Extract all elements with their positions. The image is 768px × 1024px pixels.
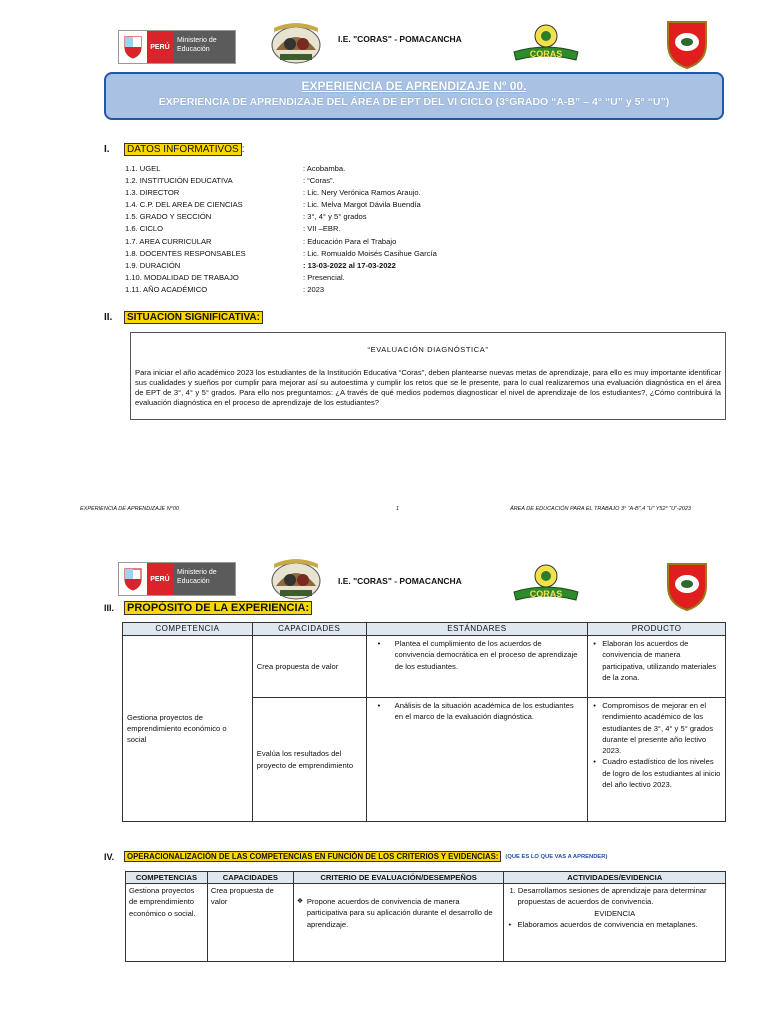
proposito-table — [122, 622, 726, 822]
datos-row — [125, 236, 437, 248]
section-3-title: PROPÓSITO DE LA EXPERIENCIA: — [124, 601, 312, 615]
datos-value: : Presencial. — [303, 272, 345, 282]
ministerio-label: Ministerio de Educación — [173, 563, 235, 595]
section-4-note: (QUE ES LO QUE VAS A APRENDER) — [505, 853, 608, 860]
estandares-cell — [366, 636, 588, 698]
section-4-heading — [104, 851, 607, 862]
school-crest-icon — [662, 18, 712, 70]
datos-label: 1.5. GRADO Y SECCIÓN — [125, 212, 212, 222]
capacidad-text: Crea propuesta de valor — [256, 661, 339, 671]
section-4-title: OPERACIONALIZACIÓN DE LAS COMPETENCIAS EN FUNCIÓN DE LOS CRITERIOS Y EVIDENCIAS: — [124, 851, 501, 862]
criterio-cell — [293, 884, 504, 962]
datos-value: : Acobamba. — [303, 164, 346, 173]
situacion-text: Para iniciar el año académico 2023 los estudiantes de la Institución Educativa “Coras”, deben plantearse nuevas metas de aprendizaje, para ello es muy importante identificar sus cualidades y sueños por cumplir para mejorar así su autoestima y cumplir los retos que se le presente, para lo cual realizaremos una evaluación diagnóstica en el área de EPT de 3°, 4° y 5° grados. Para ello nos preguntamos: ¿A través de qué medios podemos diagnosticar el nivel de aprendizaje de los estudiantes?, ¿Cómo contribuirá la evaluación diagnóstica en el proceso de aprendizaje de los estudiantes? — [135, 368, 721, 407]
table-row — [123, 636, 726, 698]
datos-value: : 13-03-2022 al 17-03-2022 — [303, 260, 396, 270]
th-producto: PRODUCTO — [588, 623, 726, 636]
datos-label: 1.9. DURACIÓN — [125, 260, 181, 270]
th-estandares: ESTÁNDARES — [366, 623, 588, 636]
operacionalizacion-table — [125, 871, 726, 962]
section-1-title: DATOS INFORMATIVOS — [124, 143, 242, 156]
competencia-cell — [123, 636, 253, 822]
producto-item: • Cuadro estadístico de los niveles de logro de los estudiantes al inicio del año lectivo 2023. — [592, 756, 721, 790]
datos-row — [125, 272, 437, 284]
th-criterio: CRITERIO DE EVALUACIÓN/DESEMPEÑOS — [293, 872, 504, 884]
experience-banner — [104, 72, 724, 120]
actividad-text: 1. Desarrollamos sesiones de aprendizaje para determinar propuestas de acuerdos de convivencia. — [509, 886, 707, 907]
datos-value: : Lic. Nery Verónica Ramos Araujo. — [303, 188, 421, 198]
section-2-number: II. — [104, 312, 113, 323]
datos-row — [125, 199, 437, 211]
datos-label: 1.3. DIRECTOR — [125, 188, 180, 198]
section-4-number: IV. — [104, 851, 115, 862]
ugel-logo-icon — [270, 20, 322, 64]
datos-row — [125, 223, 437, 235]
datos-row — [125, 187, 437, 199]
minedu-logo — [118, 562, 236, 596]
datos-informativos-list — [125, 163, 437, 296]
datos-row — [125, 211, 437, 223]
producto-cell — [588, 636, 726, 698]
school-crest-icon — [662, 560, 712, 612]
producto-item: • Compromisos de mejorar en el rendimiento académico de los estudiantes de 3°, 4° y 5° grados durante el presente año lectivo 2023. — [592, 700, 721, 756]
table-row — [126, 884, 726, 962]
svg-text:CORAS: CORAS — [529, 589, 563, 599]
datos-label: 1.1. UGEL — [125, 164, 161, 173]
situacion-box-title: “EVALUACIÓN DIAGNÓSTICA” — [367, 345, 489, 354]
evidencia-item: • Elaboramos acuerdos de convivencia en metaplanes. — [507, 919, 722, 930]
table-header-row — [126, 872, 726, 884]
minedu-logo — [118, 30, 236, 64]
banner-title: EXPERIENCIA DE APRENDIZAJE Nº 00. — [301, 79, 527, 93]
section-3-heading — [104, 601, 312, 615]
banner-subtitle: EXPERIENCIA DE APRENDIZAJE DEL ÁREA DE EPT DEL VI CICLO (3°GRADO “A-B” – 4° “U” y 5° “U”) — [158, 96, 670, 108]
footer-page-number: 1 — [396, 506, 400, 512]
producto-item: • Elaboran los acuerdos de convivencia de manera participativa, utilizando materiales de la zona. — [592, 638, 721, 683]
capacidad-text: Evalúa los resultados del proyecto de emprendimiento — [256, 749, 354, 770]
school-name: I.E. "CORAS" - POMACANCHA — [338, 576, 462, 586]
datos-value: : 3°, 4° y 5° grados — [303, 212, 367, 222]
school-name: I.E. "CORAS" - POMACANCHA — [338, 34, 462, 44]
section-2-title: SITUACION SIGNIFICATIVA: — [124, 311, 263, 324]
datos-row — [125, 260, 437, 272]
datos-label: 1.6. CICLO — [125, 224, 163, 234]
capacidad-cell — [252, 636, 366, 698]
peru-shield-icon — [119, 31, 147, 63]
datos-row — [125, 284, 437, 296]
peru-label: PERÚ — [147, 31, 173, 63]
th-capacidades: CAPACIDADES — [207, 872, 293, 884]
situacion-significativa-box — [130, 332, 726, 420]
datos-label: 1.11. AÑO ACADÉMICO — [125, 284, 208, 294]
datos-row — [125, 163, 437, 175]
estandar-item: • Análisis de la situación académica de los estudiantes en el marco de la evaluación diagnóstica. — [377, 700, 584, 723]
coras-secundaria-logo-icon — [510, 562, 582, 606]
datos-value: : Lic. Melva Margot Dávila Buendía — [303, 200, 421, 210]
capacidad-cell — [252, 698, 366, 822]
svg-text:CORAS: CORAS — [529, 49, 563, 59]
datos-row — [125, 248, 437, 260]
footer-right: ÁREA DE EDUCACIÓN PARA EL TRABAJO 3° “A-B”,4 “U” Y52° “U”-2023 — [510, 506, 691, 512]
competencias-cell — [126, 884, 208, 962]
section-1-heading — [104, 143, 244, 156]
evidencia-label: EVIDENCIA — [594, 908, 636, 918]
datos-value: : 2023 — [303, 284, 325, 294]
th-competencias: COMPETENCIAS — [126, 872, 208, 884]
th-capacidades: CAPACIDADES — [252, 623, 366, 636]
producto-cell — [588, 698, 726, 822]
th-actividades: ACTIVIDADES/EVIDENCIA — [504, 872, 726, 884]
datos-value: : Lic. Romualdo Moisés Casihue García — [303, 248, 437, 258]
datos-value: : VII –EBR. — [303, 224, 341, 234]
capacidades-cell — [207, 884, 293, 962]
capacidad-text: Crea propuesta de valor — [210, 886, 274, 907]
competencia-text: Gestiona proyectos de emprendimiento económico o social. — [129, 886, 196, 918]
datos-value: : Educación Para el Trabajo — [303, 236, 397, 246]
peru-label: PERÚ — [147, 563, 173, 595]
criterio-item: ❖ Propone acuerdos de convivencia de manera participativa para su aplicación durante el desarrollo de aprendizaje. — [297, 896, 501, 930]
datos-label: 1.8. DOCENTES RESPONSABLES — [125, 248, 246, 258]
footer-left: EXPERIENCIA DE APRENDIZAJE N°00 — [80, 506, 179, 512]
section-1-suffix: : — [241, 144, 245, 155]
datos-label: 1.10. MODALIDAD DE TRABAJO — [125, 272, 239, 282]
peru-shield-icon — [119, 563, 147, 595]
page-header — [0, 14, 768, 74]
actividades-cell — [504, 884, 726, 962]
datos-value: : “Coras”. — [303, 176, 335, 186]
competencia-text: Gestiona proyectos de emprendimiento económico o social — [127, 712, 227, 745]
estandar-item: • Plantea el cumplimiento de los acuerdos de convivencia democrática en el proceso de aprendizaje de los estudiantes. — [377, 638, 584, 672]
section-2-heading — [104, 311, 263, 324]
section-3-number: III. — [104, 603, 115, 613]
th-competencia: COMPETENCIA — [123, 623, 253, 636]
datos-label: 1.2. INSTITUCIÓN EDUCATIVA — [125, 176, 233, 186]
ministerio-label: Ministerio de Educación — [173, 31, 235, 63]
estandares-cell — [366, 698, 588, 822]
section-1-number: I. — [104, 144, 110, 155]
datos-label: 1.7. AREA CURRICULAR — [125, 236, 212, 246]
datos-label: 1.4. C.P. DEL AREA DE CIENCIAS — [125, 200, 243, 210]
table-header-row — [123, 623, 726, 636]
coras-secundaria-logo-icon — [510, 22, 582, 66]
ugel-logo-icon — [270, 556, 322, 600]
datos-row — [125, 175, 437, 187]
